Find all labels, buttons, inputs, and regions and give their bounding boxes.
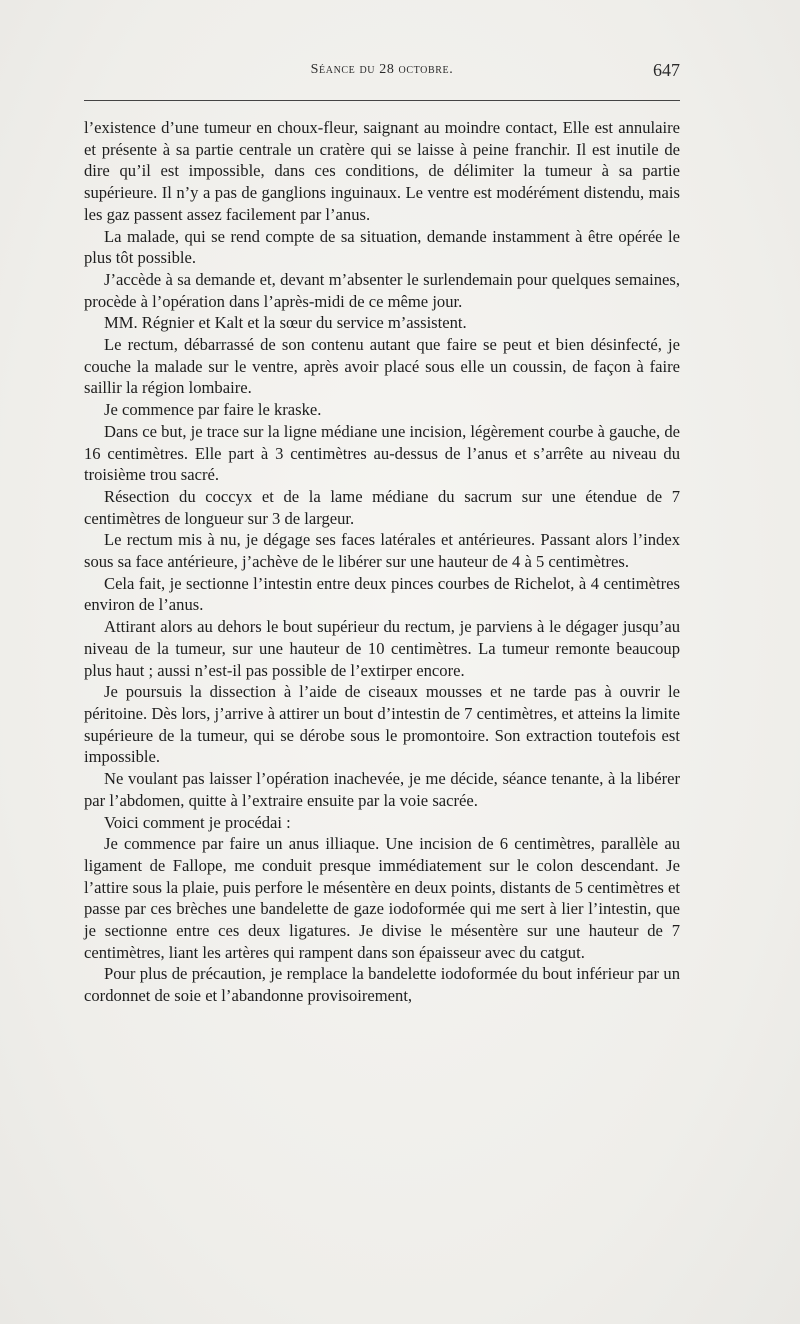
page-header — [84, 62, 680, 86]
body-text — [84, 117, 680, 1007]
paragraph: J’accède à sa demande et, devant m’absenter le surlendemain pour quelques semaines, procède à l’opération dans l’après-midi de ce même jour. — [84, 269, 680, 311]
paragraph: Je commence par faire un anus illiaque. Une incision de 6 centimètres, parallèle au ligament de Fallope, me conduit presque immédiatement sur le colon descendant. Je l’attire sous la plaie, puis perfore le mésentère en deux points, distants de 5 centimètres et passe par ces brèches une bandelette de gaze iodoformée qui me sert à lier l’intestin, que je sectionne entre ces deux ligatures. Je divise le mésentère sur une hauteur de 7 centimètres, liant les artères qui rampent dans son épaisseur avec du catgut. — [84, 834, 680, 962]
paragraph: Le rectum mis à nu, je dégage ses faces latérales et antérieures. Passant alors l’index sous sa face antérieure, j’achève de le libérer sur une hauteur de 4 à 5 centimètres. — [84, 530, 680, 572]
paragraph: Voici comment je procédai : — [104, 812, 291, 832]
paragraph: Je poursuis la dissection à l’aide de ciseaux mousses et ne tarde pas à ouvrir le péritoine. Dès lors, j’arrive à attirer un bout d’intestin de 7 centimètres, et atteins la limite supérieure de la tumeur, qui se dérobe sous le promontoire. Son extraction toutefois est impossible. — [84, 682, 680, 767]
paragraph: Je commence par faire le kraske. — [104, 400, 322, 420]
page-number: 647 — [653, 60, 680, 80]
paragraph: Résection du coccyx et de la lame médiane du sacrum sur une étendue de 7 centimètres de longueur sur 3 de largeur. — [84, 486, 680, 528]
running-title: Séance du 28 octobre. — [310, 62, 454, 77]
paragraph: Ne voulant pas laisser l’opération inachevée, je me décide, séance tenante, à la libérer par l’abdomen, quitte à l’extraire ensuite par la voie sacrée. — [84, 769, 680, 810]
paragraph: l’existence d’une tumeur en choux-fleur, saignant au moindre contact, Elle est annulaire et présente à sa partie centrale un cratère qui se laisse à peine franchir. Il est inutile de dire qu’il est impossible, dans ces conditions, de délimiter la tumeur à sa partie supérieure. Il n’y a pas de ganglions inguinaux. Le ventre est modérément distendu, mais les gaz passent assez facilement par l’anus. — [84, 118, 680, 224]
paragraph: Dans ce but, je trace sur la ligne médiane une incision, légèrement courbe à gauche, de 16 centimètres. Elle part à 3 centimètres au-dessus de l’anus et s’arrête au niveau du troisième trou sacré. — [84, 421, 680, 485]
paragraph: Le rectum, débarrassé de son contenu autant que faire se peut et bien désinfecté, je couche la malade sur le ventre, après avoir placé sous elle un coussin, de façon à faire saillir la région lombaire. — [84, 335, 680, 398]
header-rule — [84, 100, 680, 101]
paragraph: MM. Régnier et Kalt et la sœur du service m’assistent. — [104, 313, 467, 333]
paragraph: Cela fait, je sectionne l’intestin entre deux pinces courbes de Richelot, à 4 centimètres environ de l’anus. — [84, 573, 680, 615]
paragraph: Attirant alors au dehors le bout supérieur du rectum, je parviens à le dégager jusqu’au niveau de la tumeur, sur une hauteur de 10 centimètres. La tumeur remonte beaucoup plus haut ; aussi n’est-il pas possible de l’extirper encore. — [84, 617, 680, 680]
paragraph: Pour plus de précaution, je remplace la bandelette iodoformée du bout inférieur par un cordonnet de soie et l’abandonne provisoirement, — [84, 964, 680, 1006]
paragraph: La malade, qui se rend compte de sa situation, demande instamment à être opérée le plus tôt possible. — [84, 226, 680, 268]
